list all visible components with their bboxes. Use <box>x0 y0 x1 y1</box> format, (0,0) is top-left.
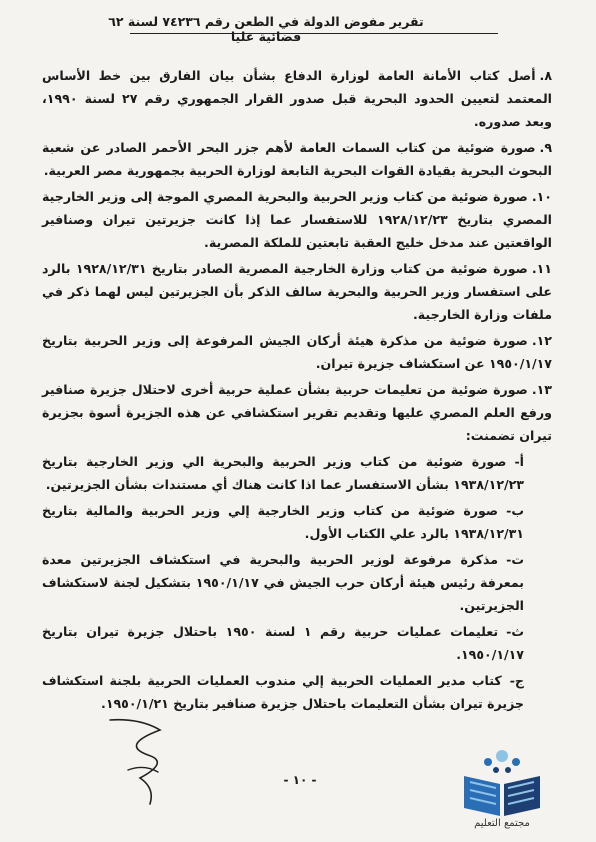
item-number: ١٣. <box>531 382 552 397</box>
list-item <box>42 257 552 326</box>
list-item <box>42 64 552 133</box>
list-item <box>42 185 552 254</box>
sub-item-letter: ب- <box>506 503 524 518</box>
item-number: ٨. <box>539 68 552 83</box>
page-number: - ١٠ - <box>283 773 317 787</box>
item-text: صورة ضوئية من كتاب وزارة الخارجية المصرية الصادر بتاريخ ١٩٢٨/١٢/٣١ بالرد على استفسار وزير الحربية والبحرية سالف الذكر بأن الجزيرتين ليس لهما ذكر في ملفات وزارة الخارجية. <box>42 261 552 322</box>
sub-item-text: كتاب مدير العمليات الحربية إلي مندوب العمليات الحربية بلجنة استكشاف جزيرة تيران بشأن التعليمات باحتلال جزيرة صنافير بتاريخ ١٩٥٠/١/٢١. <box>42 673 524 711</box>
sub-item-text: صورة ضوئية من كتاب وزير الحربية والبحرية الي وزير الخارجية بتاريخ ١٩٣٨/١٢/٢٣ بشأن الاستفسار عما اذا كانت هناك أي مستندات بشأن الجزيرتين. <box>42 454 524 492</box>
sub-item <box>42 450 552 496</box>
list-item <box>42 329 552 375</box>
sub-item <box>42 620 552 666</box>
sub-item <box>42 548 552 617</box>
sub-item-letter: أ- <box>514 454 524 469</box>
item-text: صورة ضوئية من كتاب السمات العامة لأهم جزر البحر الأحمر الصادر عن شعبة البحوث البحرية بقيادة القوات البحرية التابعة لوزارة الحربية بجمهورية مصر العربية. <box>42 140 552 178</box>
document-body <box>42 64 552 718</box>
item-text: صورة ضوئية من تعليمات حربية بشأن عملية حربية أخرى لاحتلال جزيرة صنافير ورفع العلم المصري عليها وتقديم تقرير استكشافي عن هذه الجزيرة أسوة بجزيرة تيران تضمنت: <box>42 382 552 443</box>
sub-item <box>42 499 552 545</box>
sub-item-letter: ت- <box>506 552 524 567</box>
item-text: صورة ضوئية من مذكرة هيئة أركان الجيش المرفوعة إلى وزير الحربية بتاريخ ١٩٥٠/١/١٧ عن استكشاف جزيرة تيران. <box>42 333 552 371</box>
page-header-title: تقرير مفوض الدولة في الطعن رقم ٧٤٢٣٦ لسنة ٦٢ قضائية عليا <box>108 14 424 44</box>
sub-item-text: صورة ضوئية من كتاب وزير الخارجية إلي وزير الحربية والمالية بتاريخ ١٩٣٨/١٢/٣١ بالرد علي الكتاب الأول. <box>42 503 524 541</box>
list-item <box>42 136 552 182</box>
handwritten-signature <box>100 700 190 810</box>
sub-item-text: مذكرة مرفوعة لوزير الحربية والبحرية في استكشاف الجزيرتين معدة بمعرفة رئيس هيئة أركان حرب الجيش في ١٩٥٠/١/١٧ بتشكيل لجنة لاستكشاف الجزيرتين. <box>42 552 525 613</box>
item-number: ١١. <box>531 261 552 276</box>
item-text: صورة ضوئية من كتاب وزير الحربية والبحرية المصري الموجة إلى وزير الخارجية المصري بتاريخ ١٩٢٨/١٢/٢٣ للاستفسار عما إذا كانت جزيرتين تيران وصنافير الواقعتين عند مدخل خليج العقبة تابعتين للملكة المصرية. <box>42 189 553 250</box>
sub-item-text: تعليمات عمليات حربية رقم ١ لسنة ١٩٥٠ باحتلال جزيرة تيران بتاريخ ١٩٥٠/١/١٧. <box>42 624 524 662</box>
item-number: ١٢. <box>531 333 552 348</box>
header-underline <box>130 33 498 34</box>
list-item <box>42 378 552 447</box>
item-number: ١٠. <box>531 189 552 204</box>
item-text: أصل كتاب الأمانة العامة لوزارة الدفاع بشأن بيان الفارق بين خط الأساس المعتمد لتعيين الحدود البحرية قبل صدور القرار الجمهوري رقم ٢٧ لسنة ١٩٩٠، وبعد صدوره. <box>42 68 552 129</box>
item-number: ٩. <box>539 140 552 155</box>
sub-item-letter: ث- <box>506 624 524 639</box>
logo-caption: مجتمع التعليم <box>474 818 530 829</box>
sub-item-letter: ج- <box>509 673 524 688</box>
